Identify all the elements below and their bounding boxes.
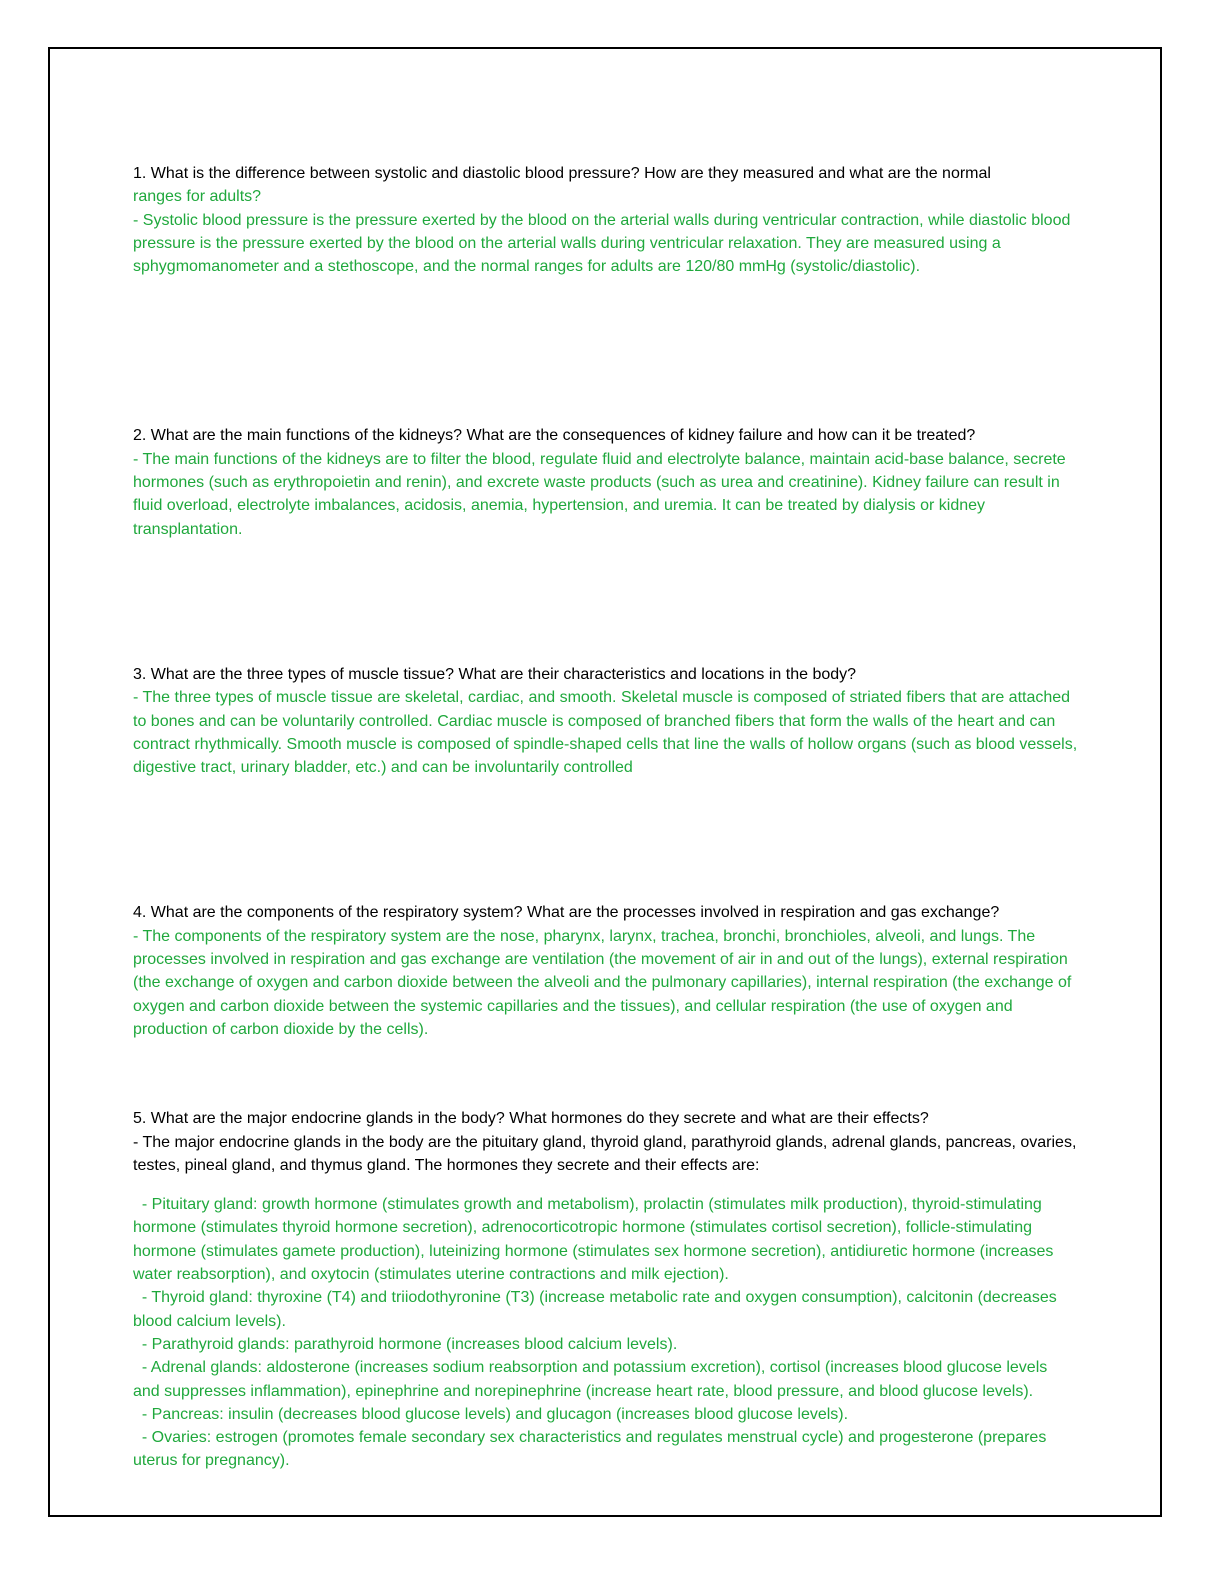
qa-item-1	[133, 162, 1078, 278]
gland-pituitary: - Pituitary gland: growth hormone (stimulates growth and metabolism), prolactin (stimulates milk production), thyroid-stimulating hormone (stimulates thyroid hormone secretion), adrenocorticotropic hormone (stimulates cortisol secretion), follicle-stimulating hormone (stimulates gamete production), luteinizing hormone (stimulates sex hormone secretion), antidiuretic hormone (increases water reabsorption), and oxytocin (stimulates uterine contractions and milk ejection).	[133, 1196, 1058, 1284]
answer-4: - The components of the respiratory system are the nose, pharynx, larynx, trachea, bronchi, bronchioles, alveoli, and lungs. The processes involved in respiration and gas exchange are ventilation (the movement of air in and out of the lungs), external respiration (the exchange of oxygen and carbon dioxide between the alveoli and the pulmonary capillaries), internal respiration (the exchange of oxygen and carbon dioxide between the systemic capillaries and the tissues), and cellular respiration (the use of oxygen and production of carbon dioxide by the cells).	[133, 927, 1076, 1038]
blank-line	[133, 1177, 1078, 1193]
answer-2: - The main functions of the kidneys are to filter the blood, regulate fluid and electrolyte balance, maintain acid-base balance, secrete hormones (such as erythropoietin and renin), and excrete waste products (such as urea and creatinine). Kidney failure can result in fluid overload, electrolyte imbalances, acidosis, anemia, hypertension, and uremia. It can be treated by dialysis or kidney transplantation.	[133, 450, 1071, 538]
question-1	[133, 162, 1078, 209]
gland-thyroid: - Thyroid gland: thyroxine (T4) and triiodothyronine (T3) (increase metabolic rate and oxygen consumption), calcitonin (decreases blood calcium levels).	[133, 1289, 1062, 1330]
gland-ovaries: - Ovaries: estrogen (promotes female secondary sex characteristics and regulates menstrual cycle) and progesterone (prepares uterus for pregnancy).	[133, 1429, 1051, 1470]
answer-5-intro: - The major endocrine glands in the body are the pituitary gland, thyroid gland, parathyroid glands, adrenal glands, pancreas, ovaries, testes, pineal gland, and thymus gland. The hormones they secrete and their effects are:	[133, 1133, 1081, 1174]
answer-3: - The three types of muscle tissue are skeletal, cardiac, and smooth. Skeletal muscle is composed of striated fibers that are attached to bones and can be voluntarily controlled. Cardiac muscle is composed of branched fibers that form the walls of the heart and can contract rhythmically. Smooth muscle is composed of spindle-shaped cells that line the walls of hollow organs (such as blood vessels, digestive tract, urinary bladder, etc.) and can be involuntarily controlled	[133, 689, 1082, 777]
spacer	[133, 1041, 1078, 1107]
question-3: 3. What are the three types of muscle tissue? What are their characteristics and locations in the body?	[133, 665, 857, 683]
gland-adrenal: - Adrenal glands: aldosterone (increases sodium reabsorption and potassium excretion), cortisol (increases blood glucose levels and suppresses inflammation), epinephrine and norepinephrine (increase heart rate, blood pressure, and blood glucose levels).	[133, 1359, 1052, 1400]
question-5: 5. What are the major endocrine glands in the body? What hormones do they secrete and what are their effects?	[133, 1110, 929, 1128]
gland-pancreas: - Pancreas: insulin (decreases blood glucose levels) and glucagon (increases blood glucose levels).	[133, 1405, 849, 1423]
qa-item-4	[133, 901, 1078, 1041]
spacer	[133, 541, 1078, 663]
qa-item-5	[133, 1107, 1081, 1472]
gland-parathyroid: - Parathyroid glands: parathyroid hormone (increases blood calcium levels).	[133, 1335, 678, 1353]
question-2: 2. What are the main functions of the kidneys? What are the consequences of kidney failure and how can it be treated?	[133, 427, 976, 445]
spacer	[133, 779, 1078, 901]
question-4: 4. What are the components of the respiratory system? What are the processes involved in respiration and gas exchange?	[133, 904, 1000, 922]
document-body	[133, 162, 1082, 1473]
qa-item-2	[133, 424, 1078, 540]
qa-item-3	[133, 663, 1082, 779]
spacer	[133, 278, 1078, 424]
answer-1: - Systolic blood pressure is the pressure exerted by the blood on the arterial walls during ventricular contraction, while diastolic blood pressure is the pressure exerted by the blood on the arterial walls during ventricular relaxation. They are measured using a sphygmomanometer and a stethoscope, and the normal ranges for adults are 120/80 mmHg (systolic/diastolic).	[133, 211, 1075, 276]
question-1-continuation: ranges for adults?	[133, 188, 262, 206]
question-1-text: 1. What is the difference between systolic and diastolic blood pressure? How are they measured and what are the normal	[133, 165, 991, 182]
